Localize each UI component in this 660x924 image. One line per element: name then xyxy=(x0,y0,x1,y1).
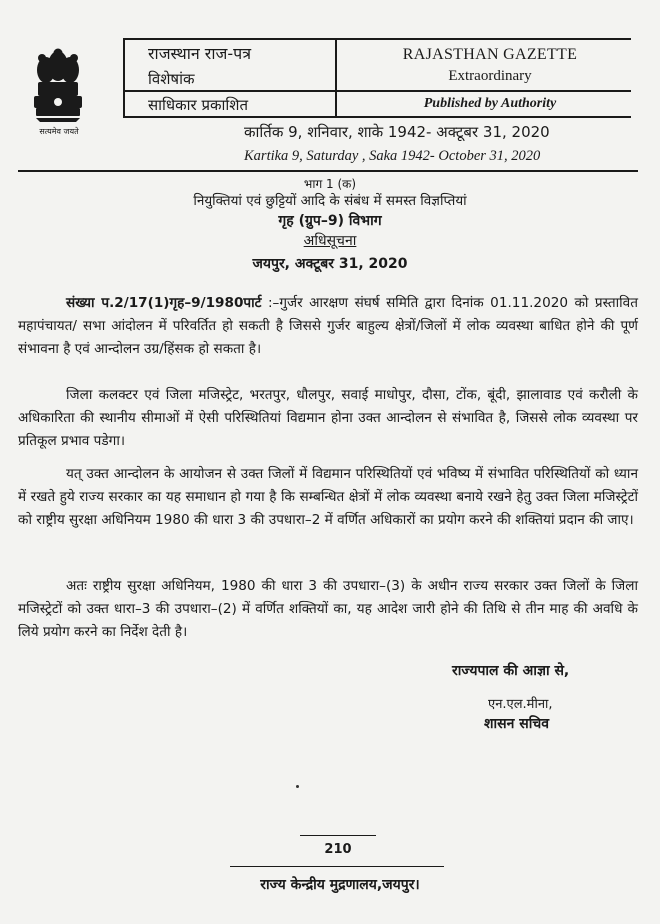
header-bottom-rule xyxy=(18,170,638,172)
header-top-rule xyxy=(123,38,631,40)
signatory-designation: शासन सचिव xyxy=(484,716,550,732)
header-vertical-mid xyxy=(335,38,337,118)
page-number: 210 xyxy=(324,842,352,857)
hindi-date: कार्तिक 9, शनिवार, शाके 1942- अक्टूबर 31, 2020 xyxy=(244,123,550,141)
department-title: गृह (ग्रुप–9) विभाग xyxy=(278,213,382,229)
header-rule-2 xyxy=(123,116,631,118)
part-label: भाग 1 (क) xyxy=(303,177,357,191)
page-number-rule xyxy=(300,835,376,836)
hindi-gazette-title: राजस्थान राज-पत्र xyxy=(148,44,252,63)
place-date: जयपुर, अक्टूबर 31, 2020 xyxy=(252,256,408,272)
press-rule xyxy=(230,866,444,867)
section-subject: नियुक्तियां एवं छुट्टियों आदि के संबंध में समस्त विज्ञप्तियां xyxy=(193,193,467,209)
paragraph-4: अतः राष्ट्रीय सुरक्षा अधिनियम, 1980 की धारा 3 की उपधारा–(3) के अधीन राज्य सरकार उक्त जिलों के जिला मजिस्ट्रेटों को उक्त धारा–3 की उपधारा–(2) में वर्णित शक्तियों का, यह आदेश जारी होने की तिथि से तीन माह की अवधि के लिये प्रयोग करने का निर्देश देती है। xyxy=(18,578,638,640)
press-name: राज्य केन्द्रीय मुद्रणालय,जयपुर। xyxy=(260,877,420,893)
stray-dot xyxy=(296,785,299,788)
reference-number: संख्या प.2/17(1)गृह–9/1980पार्ट xyxy=(66,295,262,311)
hindi-authority: साधिकार प्रकाशित xyxy=(148,96,249,114)
paragraph-1 xyxy=(18,292,638,361)
english-authority: Published by Authority xyxy=(423,96,557,111)
english-date: Kartika 9, Saturday , Saka 1942- October 31, 2020 xyxy=(244,148,541,164)
governor-order: राज्यपाल की आज्ञा से, xyxy=(452,663,570,679)
paragraph-1-text: :–गुर्जर आरक्षण संघर्ष समिति द्वारा दिनांक 01.11.2020 को प्रस्तावित महापंचायत/ सभा आंदोलन में परिवर्तित हो सकती है जिससे गुर्जर बाहुल्य क्षेत्रों/जिलों में लोक व्यवस्था बाधित होने की पूर्ण संभावना है एवं आन्दोलन उग्र/हिंसक हो सकता है। xyxy=(18,295,638,357)
english-gazette-title: RAJASTHAN GAZETTE xyxy=(402,46,578,63)
header-vertical-left xyxy=(123,38,125,118)
paragraph-3: यत् उक्त आन्दोलन के आयोजन से उक्त जिलों में विद्यमान परिस्थितियों एवं भविष्य में संभावित परिस्थितियों को ध्यान में रखते हुये राज्य सरकार का यह समाधान हो गया है कि सम्बन्धित क्षेत्रों में लोक व्यवस्था बनाये रखने हेतु उक्त जिला मजिस्ट्रेटों को राष्ट्रीय सुरक्षा अधिनियम 1980 की धारा 3 की उपधारा–2 में वर्णित अधिकारों का प्रयोग करने की शक्तियां प्रदान की जाए। xyxy=(18,466,638,528)
header-mid-rule xyxy=(123,90,631,92)
signatory-name: एन.एल.मीना, xyxy=(488,697,553,712)
english-gazette-subtitle: Extraordinary xyxy=(448,68,532,84)
national-emblem-icon xyxy=(22,48,94,134)
emblem-motto: सत्यमेव जयते xyxy=(39,127,79,136)
notification-heading xyxy=(0,231,660,250)
paragraph-2: जिला कलक्टर एवं जिला मजिस्ट्रेट, भरतपुर, धौलपुर, सवाई माधोपुर, दौसा, टोंक, बूंदी, झालावाड एवं करौली के अधिकारिता की स्थानीय सीमाओं में ऐसी परिस्थितियां विद्यमान होना उक्त आन्दोलन से संभावित है, जिससे लोक व्यवस्था पर प्रतिकूल प्रभाव पडेगा। xyxy=(18,387,638,449)
notification-label: अधिसूचना xyxy=(303,233,357,249)
hindi-gazette-subtitle: विशेषांक xyxy=(148,70,195,88)
